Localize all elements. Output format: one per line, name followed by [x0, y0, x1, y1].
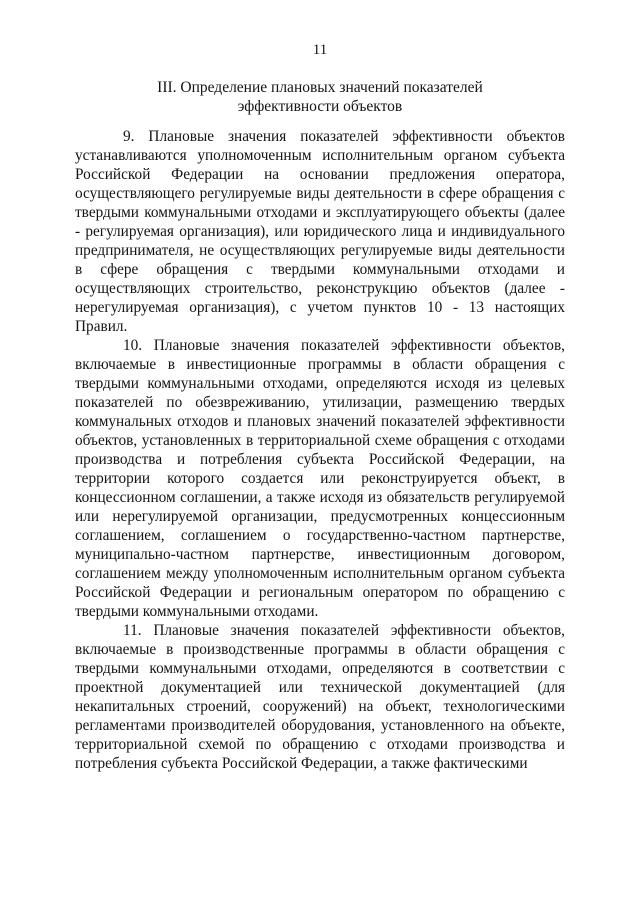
section-title-line-2: эффективности объектов: [237, 98, 403, 115]
section-title: [95, 78, 545, 116]
section-title-line-1: III. Определение плановых значений показателей: [157, 79, 483, 96]
body-text: [75, 127, 565, 773]
page-number: 11: [312, 42, 328, 58]
paragraph-11: 11. Плановые значения показателей эффективности объектов, включаемые в производственные программы в области обращения с твердыми коммунальными отходами, определяются в соответствии с проектной документацией или технической документацией (для некапитальных строений, сооружений) на объект, технологическими регламентами производителей оборудования, установленного на объекте, территориальной схемой по обращению с отходами производства и потребления субъекта Российской Федерации, а также фактическими: [75, 622, 565, 772]
paragraph-9: 9. Плановые значения показателей эффективности объектов устанавливаются уполномоченным исполнительным органом субъекта Российской Федерации на основании предложения оператора, осуществляющего регулируемые виды деятельности в сфере обращения с твердыми коммунальными отходами и эксплуатирующего объекты (далее - регулируемая организация), или юридического лица и индивидуального предпринимателя, не осуществляющих регулируемые виды деятельности в сфере обращения с твердыми коммунальными отходами и осуществляющих строительство, реконструкцию объектов (далее - нерегулируемая организация), с учетом пунктов 10 - 13 настоящих Правил.: [75, 128, 565, 335]
paragraph-10: 10. Плановые значения показателей эффективности объектов, включаемые в инвестиционные программы в области обращения с твердыми коммунальными отходами, определяются исходя из целевых показателей по обезвреживанию, утилизации, размещению твердых коммунальных отходов и плановых значений показателей эффективности объектов, установленных в территориальной схеме обращения с отходами производства и потребления субъекта Российской Федерации, на территории которого создается или реконструируется объект, в концессионном соглашении, а также исходя из обязательств регулируемой или нерегулируемой организации, предусмотренных концессионным соглашением, соглашением о государственно-частном партнерстве, муниципально-частном партнерстве, инвестиционным договором, соглашением между уполномоченным исполнительным органом субъекта Российской Федерации и региональным оператором по обращению с твердыми коммунальными отходами.: [75, 337, 565, 620]
